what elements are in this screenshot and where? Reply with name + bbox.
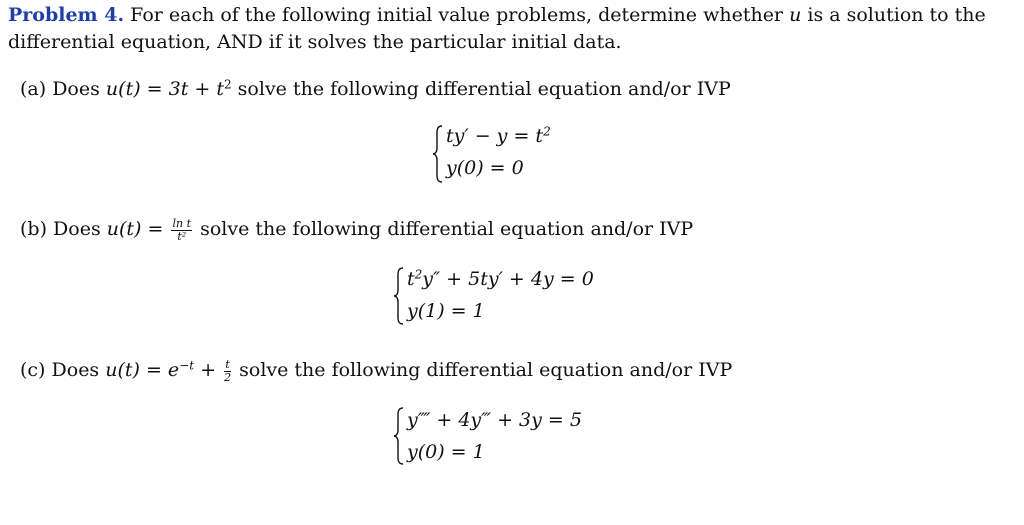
part-b-eq1-exponent: 2 bbox=[414, 267, 423, 282]
part-a-prefix: Does bbox=[52, 78, 100, 100]
part-c-fraction-denominator: 2 bbox=[224, 370, 232, 384]
intro-text-a: For each of the following initial value problems, determine whether bbox=[130, 4, 784, 26]
part-b-prefix: Does bbox=[53, 218, 101, 241]
part-a-question bbox=[20, 77, 731, 100]
part-a-eq1-text: ty′ − y = t bbox=[446, 125, 544, 147]
part-b-question bbox=[20, 218, 693, 242]
part-c-question bbox=[20, 359, 732, 383]
part-b-equation-1 bbox=[407, 267, 594, 290]
part-b-eq1-text: y″ + 5ty′ + 4y = 0 bbox=[422, 268, 594, 290]
part-a-eq1-exponent: 2 bbox=[543, 124, 551, 139]
part-b-fraction-denominator: t² bbox=[177, 229, 187, 243]
part-c-function: u(t) = e bbox=[105, 359, 180, 382]
part-a-suffix: solve the following differential equation and/or IVP bbox=[237, 78, 731, 100]
part-c-prefix: Does bbox=[51, 359, 100, 382]
problem-title: Problem 4. bbox=[8, 4, 125, 26]
part-c-plus: + bbox=[200, 359, 217, 382]
problem-intro-line-1 bbox=[8, 6, 986, 25]
part-c-system bbox=[393, 406, 623, 466]
part-a-label: (a) bbox=[20, 78, 47, 100]
part-a-equation-2: y(0) = 0 bbox=[446, 157, 524, 179]
intro-variable: u bbox=[789, 4, 802, 26]
part-b-suffix: solve the following differential equation and/or IVP bbox=[200, 218, 694, 241]
part-b-equation-2: y(1) = 1 bbox=[407, 300, 485, 322]
part-b-brace bbox=[393, 266, 405, 326]
part-c-function-exponent: −t bbox=[179, 358, 195, 373]
intro-text-b: is a solution to the bbox=[807, 4, 986, 26]
part-c-fraction bbox=[224, 359, 231, 383]
part-c-label: (c) bbox=[20, 359, 46, 382]
part-a-system bbox=[432, 124, 632, 184]
problem-intro-line-2: differential equation, AND if it solves the particular initial data. bbox=[8, 31, 622, 53]
part-a-brace bbox=[432, 124, 444, 184]
part-b-function: u(t) = bbox=[106, 218, 164, 241]
part-b-label: (b) bbox=[20, 218, 47, 241]
part-b-fraction bbox=[171, 218, 192, 242]
part-c-equation-2: y(0) = 1 bbox=[407, 441, 485, 463]
part-c-equation-1: y⁗ + 4y‴ + 3y = 5 bbox=[407, 409, 582, 431]
part-a-function: u(t) = 3t + t bbox=[105, 78, 224, 100]
part-c-fraction-numerator: t bbox=[225, 358, 230, 371]
part-b-eq1-prefix: t bbox=[407, 268, 415, 290]
part-a-equation-1 bbox=[446, 124, 551, 147]
part-c-brace bbox=[393, 406, 405, 466]
part-a-function-exponent: 2 bbox=[223, 77, 232, 92]
part-b-system bbox=[393, 266, 623, 326]
part-b-fraction-numerator: ln t bbox=[172, 217, 192, 230]
part-c-suffix: solve the following differential equation and/or IVP bbox=[239, 359, 733, 382]
